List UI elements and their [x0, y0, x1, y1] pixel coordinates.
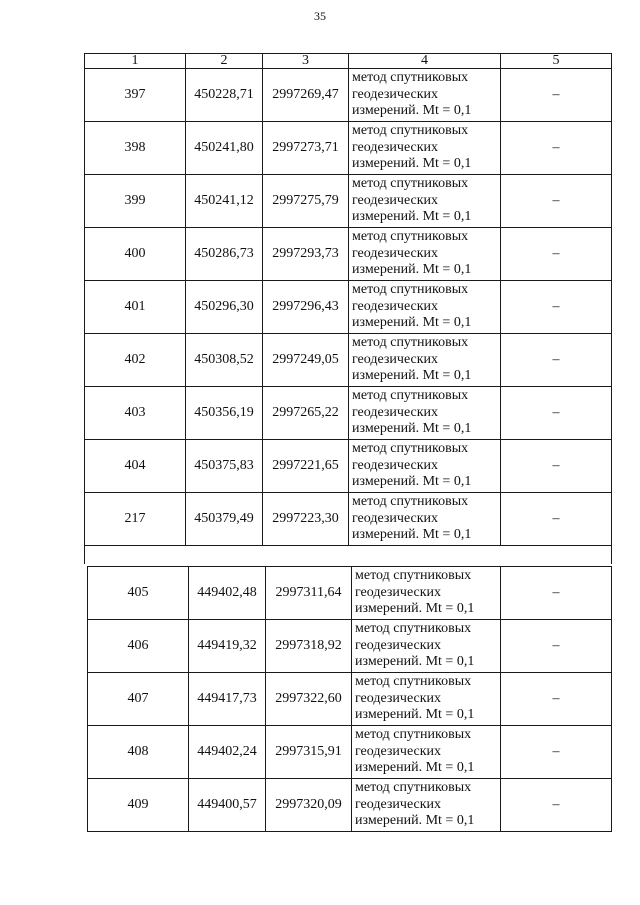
- section-gap-row: [85, 546, 612, 565]
- method-line: геодезических: [352, 192, 439, 208]
- note-cell: –: [501, 440, 612, 493]
- y-coordinate-cell: 2997311,64: [266, 567, 352, 620]
- note-cell: –: [501, 387, 612, 440]
- header-cell: 4: [349, 54, 501, 69]
- y-coordinate-cell: 2997293,73: [263, 228, 349, 281]
- note-cell: –: [501, 779, 612, 832]
- x-coordinate-cell: 450296,30: [186, 281, 263, 334]
- y-coordinate-cell: 2997320,09: [266, 779, 352, 832]
- note-cell: –: [501, 493, 612, 546]
- point-number-cell: 407: [88, 673, 189, 726]
- x-coordinate-cell: 450241,80: [186, 122, 263, 175]
- point-number-cell: 399: [85, 175, 186, 228]
- method-line: измерений. Mt = 0,1: [355, 601, 475, 617]
- point-number-cell: 408: [88, 726, 189, 779]
- method-cell: [349, 228, 501, 281]
- point-number-cell: 401: [85, 281, 186, 334]
- method-line: измерений. Mt = 0,1: [355, 760, 475, 776]
- method-line: геодезических: [352, 139, 439, 155]
- point-number-cell: 402: [85, 334, 186, 387]
- x-coordinate-cell: 450375,83: [186, 440, 263, 493]
- coordinates-table-bottom: [87, 566, 612, 832]
- method-cell: [352, 567, 501, 620]
- y-coordinate-cell: 2997296,43: [263, 281, 349, 334]
- table-row: [85, 387, 612, 440]
- method-cell: [352, 673, 501, 726]
- table-row: [85, 175, 612, 228]
- method-line: геодезических: [355, 743, 442, 759]
- note-cell: –: [501, 228, 612, 281]
- method-cell: [349, 334, 501, 387]
- table-row: [88, 726, 612, 779]
- point-number-cell: 398: [85, 122, 186, 175]
- method-line: геодезических: [355, 637, 442, 653]
- table-header-row: [85, 54, 612, 69]
- y-coordinate-cell: 2997249,05: [263, 334, 349, 387]
- table-row: [85, 122, 612, 175]
- point-number-cell: 405: [88, 567, 189, 620]
- header-cell: 3: [263, 54, 349, 69]
- method-line: измерений. Mt = 0,1: [355, 707, 475, 723]
- method-line: измерений. Mt = 0,1: [352, 368, 472, 384]
- method-line: измерений. Mt = 0,1: [352, 209, 472, 225]
- method-line: метод спутниковых: [352, 494, 469, 510]
- method-line: метод спутниковых: [355, 621, 472, 637]
- x-coordinate-cell: 449419,32: [189, 620, 266, 673]
- y-coordinate-cell: 2997322,60: [266, 673, 352, 726]
- y-coordinate-cell: 2997269,47: [263, 69, 349, 122]
- method-line: измерений. Mt = 0,1: [355, 654, 475, 670]
- point-number-cell: 404: [85, 440, 186, 493]
- method-line: геодезических: [352, 86, 439, 102]
- note-cell: –: [501, 175, 612, 228]
- method-line: геодезических: [352, 457, 439, 473]
- method-line: метод спутниковых: [352, 388, 469, 404]
- point-number-cell: 409: [88, 779, 189, 832]
- method-cell: [352, 620, 501, 673]
- method-line: геодезических: [352, 351, 439, 367]
- y-coordinate-cell: 2997315,91: [266, 726, 352, 779]
- table-row: [85, 281, 612, 334]
- table-row: [85, 493, 612, 546]
- method-line: метод спутниковых: [355, 780, 472, 796]
- y-coordinate-cell: 2997273,71: [263, 122, 349, 175]
- x-coordinate-cell: 449417,73: [189, 673, 266, 726]
- method-cell: [349, 281, 501, 334]
- method-cell: [349, 493, 501, 546]
- table-row: [88, 620, 612, 673]
- point-number-cell: 406: [88, 620, 189, 673]
- method-line: метод спутниковых: [355, 674, 472, 690]
- method-line: геодезических: [352, 245, 439, 261]
- method-line: измерений. Mt = 0,1: [352, 156, 472, 172]
- x-coordinate-cell: 450356,19: [186, 387, 263, 440]
- method-line: метод спутниковых: [352, 282, 469, 298]
- method-line: геодезических: [355, 690, 442, 706]
- coordinates-table-top: [84, 53, 612, 564]
- table-row: [88, 567, 612, 620]
- y-coordinate-cell: 2997223,30: [263, 493, 349, 546]
- method-line: метод спутниковых: [352, 176, 469, 192]
- method-cell: [349, 122, 501, 175]
- method-line: геодезических: [352, 298, 439, 314]
- header-cell: 5: [501, 54, 612, 69]
- method-line: измерений. Mt = 0,1: [355, 813, 475, 829]
- y-coordinate-cell: 2997318,92: [266, 620, 352, 673]
- page-number: 35: [314, 9, 326, 23]
- table-row: [85, 440, 612, 493]
- table-row: [88, 779, 612, 832]
- method-line: метод спутниковых: [355, 727, 472, 743]
- section-gap-cell: [85, 546, 612, 565]
- note-cell: –: [501, 620, 612, 673]
- method-cell: [352, 726, 501, 779]
- method-line: измерений. Mt = 0,1: [352, 315, 472, 331]
- method-line: измерений. Mt = 0,1: [352, 421, 472, 437]
- x-coordinate-cell: 450241,12: [186, 175, 263, 228]
- method-line: измерений. Mt = 0,1: [352, 527, 472, 543]
- note-cell: –: [501, 673, 612, 726]
- method-line: измерений. Mt = 0,1: [352, 103, 472, 119]
- method-line: метод спутниковых: [352, 335, 469, 351]
- table-row: [85, 334, 612, 387]
- method-line: измерений. Mt = 0,1: [352, 474, 472, 490]
- note-cell: –: [501, 281, 612, 334]
- x-coordinate-cell: 449402,48: [189, 567, 266, 620]
- y-coordinate-cell: 2997265,22: [263, 387, 349, 440]
- note-cell: –: [501, 334, 612, 387]
- method-line: геодезических: [352, 404, 439, 420]
- table-row: [85, 228, 612, 281]
- x-coordinate-cell: 450228,71: [186, 69, 263, 122]
- method-cell: [349, 387, 501, 440]
- method-line: метод спутниковых: [352, 229, 469, 245]
- method-line: измерений. Mt = 0,1: [352, 262, 472, 278]
- method-line: метод спутниковых: [352, 123, 469, 139]
- x-coordinate-cell: 449402,24: [189, 726, 266, 779]
- method-line: метод спутниковых: [355, 568, 472, 584]
- y-coordinate-cell: 2997275,79: [263, 175, 349, 228]
- method-cell: [349, 69, 501, 122]
- table-row: [88, 673, 612, 726]
- x-coordinate-cell: 449400,57: [189, 779, 266, 832]
- x-coordinate-cell: 450379,49: [186, 493, 263, 546]
- method-line: геодезических: [355, 584, 442, 600]
- method-line: геодезических: [352, 510, 439, 526]
- note-cell: –: [501, 69, 612, 122]
- method-line: геодезических: [355, 796, 442, 812]
- y-coordinate-cell: 2997221,65: [263, 440, 349, 493]
- note-cell: –: [501, 567, 612, 620]
- note-cell: –: [501, 122, 612, 175]
- method-cell: [349, 440, 501, 493]
- point-number-cell: 217: [85, 493, 186, 546]
- method-cell: [349, 175, 501, 228]
- method-line: метод спутниковых: [352, 70, 469, 86]
- x-coordinate-cell: 450286,73: [186, 228, 263, 281]
- header-cell: 2: [186, 54, 263, 69]
- method-cell: [352, 779, 501, 832]
- table-row: [85, 69, 612, 122]
- point-number-cell: 397: [85, 69, 186, 122]
- method-line: метод спутниковых: [352, 441, 469, 457]
- point-number-cell: 403: [85, 387, 186, 440]
- header-cell: 1: [85, 54, 186, 69]
- point-number-cell: 400: [85, 228, 186, 281]
- x-coordinate-cell: 450308,52: [186, 334, 263, 387]
- note-cell: –: [501, 726, 612, 779]
